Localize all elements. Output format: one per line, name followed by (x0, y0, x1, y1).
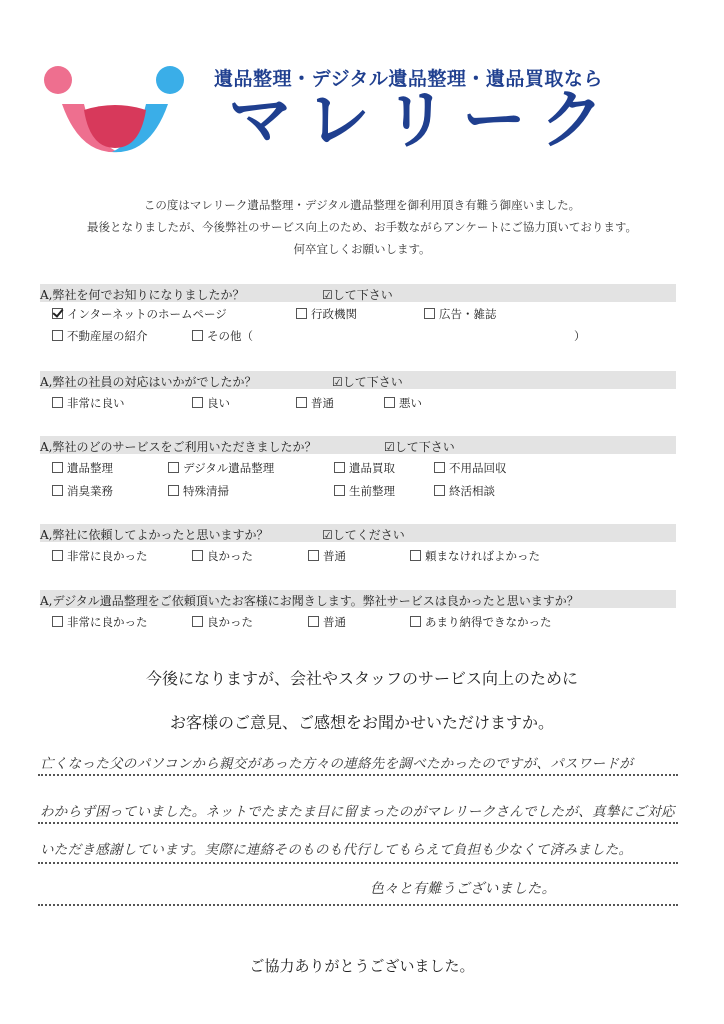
checkbox-icon[interactable] (434, 485, 445, 496)
marereek-logo (40, 60, 190, 160)
checkbox-icon[interactable] (52, 550, 63, 561)
q3-option-deodorize[interactable]: 消臭業務 (52, 483, 113, 499)
question-2-note: ☑して下さい (332, 375, 403, 389)
dotted-rule-2 (38, 822, 678, 824)
q5-option-unsatisfied[interactable]: あまり納得できなかった (410, 614, 552, 630)
question-4-note: ☑してください (322, 528, 405, 542)
checkbox-icon[interactable] (52, 616, 63, 627)
checkbox-icon[interactable] (434, 462, 445, 473)
q3-option-digital[interactable]: デジタル遺品整理 (168, 460, 274, 476)
q3-option-shukatsu[interactable]: 終活相談 (434, 483, 495, 499)
checkbox-icon[interactable] (424, 308, 435, 319)
q4-option-very-good[interactable]: 非常に良かった (52, 548, 148, 564)
intro-line-3: 何卒宜しくお願いします。 (293, 242, 431, 256)
q1-other-close: ） (574, 329, 586, 343)
comment-prompt-line-1: 今後になりますが、会社やスタッフのサービス向上のために (145, 669, 578, 688)
q4-option-normal[interactable]: 普通 (308, 548, 346, 564)
footer-thanks: ご協力ありがとうございました。 (249, 957, 475, 975)
checkbox-icon[interactable] (296, 308, 307, 319)
checkbox-icon[interactable] (168, 485, 179, 496)
checkbox-icon[interactable] (192, 397, 203, 408)
q2-option-very-good[interactable]: 非常に良い (52, 395, 125, 411)
logo-blue-dot (156, 66, 184, 94)
q3-option-special-clean[interactable]: 特殊清掃 (168, 483, 229, 499)
q4-option-good[interactable]: 良かった (192, 548, 253, 564)
checkbox-icon[interactable] (308, 616, 319, 627)
dotted-rule-1 (38, 774, 678, 776)
question-3-note: ☑して下さい (384, 440, 455, 454)
question-1-note: ☑して下さい (322, 288, 393, 302)
checkbox-icon[interactable] (192, 550, 203, 561)
q5-option-normal[interactable]: 普通 (308, 614, 346, 630)
question-3: A,弊社のどのサービスをご利用いただきましたか？ (40, 440, 317, 454)
comment-line-3: いただき感謝しています。実際に連絡そのものも代行してもらえて負担も少なくて済みました。 (40, 842, 633, 858)
q2-option-bad[interactable]: 悪い (384, 395, 422, 411)
checkbox-icon[interactable] (334, 462, 345, 473)
checkbox-icon[interactable] (334, 485, 345, 496)
checkbox-icon[interactable] (168, 462, 179, 473)
checkbox-icon[interactable] (296, 397, 307, 408)
checkbox-icon[interactable] (52, 330, 63, 341)
checkbox-checked-icon[interactable] (52, 308, 63, 319)
comment-prompt-line-2: お客様のご意見、ご感想をお聞かせいただけますか。 (169, 713, 554, 732)
q3-option-kaitori[interactable]: 遺品買取 (334, 460, 395, 476)
q3-option-seizen[interactable]: 生前整理 (334, 483, 395, 499)
dotted-rule-4 (38, 904, 678, 906)
comment-line-4: 色々と有難うございました。 (370, 881, 556, 897)
brand-name: マレリーク (228, 84, 618, 158)
checkbox-icon[interactable] (384, 397, 395, 408)
q1-option-internet[interactable]: インターネットのホームページ (52, 306, 227, 322)
q5-option-very-good[interactable]: 非常に良かった (52, 614, 148, 630)
q2-option-normal[interactable]: 普通 (296, 395, 334, 411)
logo-pink-dot (44, 66, 72, 94)
question-5: A,デジタル遺品整理をご依頼頂いたお客様にお聞きします。弊社サービスは良かったと思いますか？ (40, 594, 579, 608)
q1-option-government[interactable]: 行政機関 (296, 306, 357, 322)
tagline: 遺品整理・デジタル遺品整理・遺品買取なら (214, 68, 603, 90)
q3-option-kaishu[interactable]: 不用品回収 (434, 460, 507, 476)
q4-option-regret[interactable]: 頼まなければよかった (410, 548, 540, 564)
checkbox-icon[interactable] (52, 397, 63, 408)
comment-line-1: 亡くなった父のパソコンから親交があった方々の連絡先を調べたかったのですが、パスワードが (40, 756, 633, 772)
comment-line-2: わからず困っていました。ネットでたまたま目に留まったのがマレリークさんでしたが、真摯にご対応 (40, 804, 675, 820)
checkbox-icon[interactable] (410, 550, 421, 561)
q2-option-good[interactable]: 良い (192, 395, 230, 411)
q1-option-other[interactable]: その他（ (192, 328, 253, 344)
intro-line-2: 最後となりましたが、今後弊社のサービス向上のため、お手数ながらアンケートにご協力頂いております。 (87, 220, 637, 234)
checkbox-icon[interactable] (52, 462, 63, 473)
checkbox-icon[interactable] (410, 616, 421, 627)
question-2: A,弊社の社員の対応はいかがでしたか？ (40, 375, 257, 389)
question-4: A,弊社に依頼してよかったと思いますか？ (40, 528, 269, 542)
checkbox-icon[interactable] (192, 616, 203, 627)
q1-option-ad[interactable]: 広告・雑誌 (424, 306, 497, 322)
checkbox-icon[interactable] (52, 485, 63, 496)
dotted-rule-3 (38, 862, 678, 864)
checkbox-icon[interactable] (192, 330, 203, 341)
checkbox-icon[interactable] (308, 550, 319, 561)
intro-line-1: この度はマレリーク遺品整理・デジタル遺品整理を御利用頂き有難う御座いました。 (143, 198, 581, 212)
q5-option-good[interactable]: 良かった (192, 614, 253, 630)
question-1: A,弊社を何でお知りになりましたか？ (40, 288, 245, 302)
q3-option-ihin[interactable]: 遺品整理 (52, 460, 113, 476)
q1-option-realestate[interactable]: 不動産屋の紹介 (52, 328, 148, 344)
